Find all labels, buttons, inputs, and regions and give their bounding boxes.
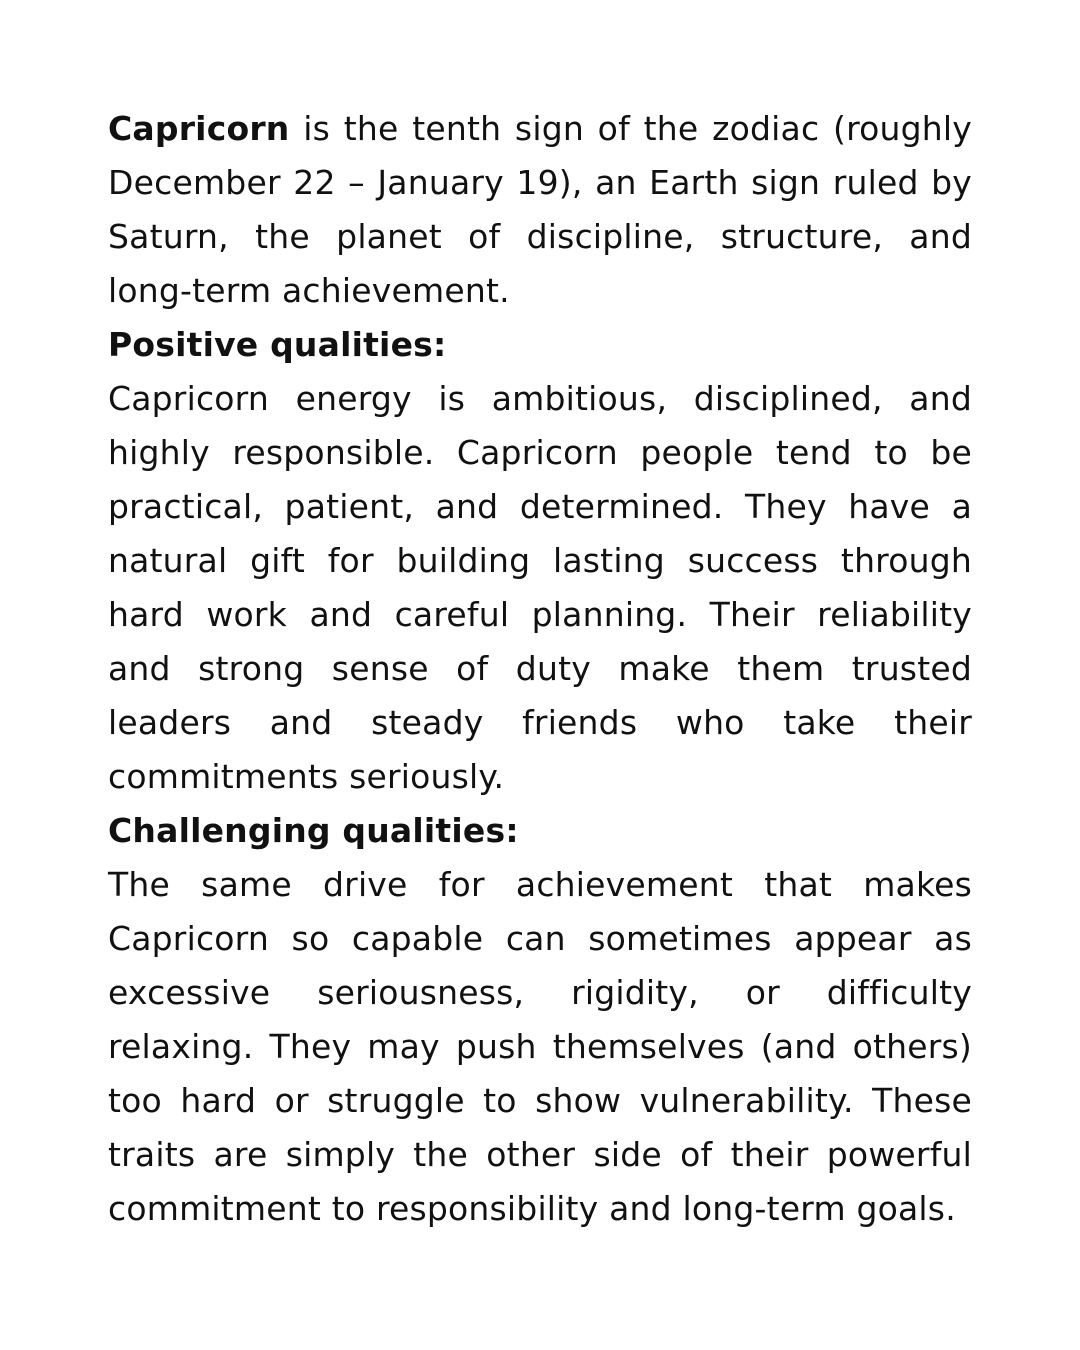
challenging-qualities-paragraph: The same drive for achievement that makes Capricorn so capable can sometimes appear as excessive seriousness, rigidity, or difficulty relaxing. They may push themselves (and others) too hard or struggle to show vulnerability. These traits are simply the other side of their powerful commitment to responsibility and long-term goals. xyxy=(108,865,972,1228)
positive-qualities-paragraph: Capricorn energy is ambitious, disciplined, and highly responsible. Capricorn people tend to be practical, patient, and determined. They have a natural gift for building lasting success through hard work and careful planning. Their reliability and strong sense of duty make them trusted leaders and steady friends who take their commitments seriously. xyxy=(108,379,972,796)
article xyxy=(108,102,972,1236)
intro-term: Capricorn xyxy=(108,109,290,148)
intro-text: is the tenth sign of the zodiac (roughly December 22 – January 19), an Earth sign ruled by Saturn, the planet of discipline, structure, and long-term achievement. xyxy=(108,109,972,310)
positive-qualities-heading: Positive qualities: xyxy=(108,325,447,364)
intro-paragraph xyxy=(108,102,972,318)
challenging-qualities-heading: Challenging qualities: xyxy=(108,811,519,850)
